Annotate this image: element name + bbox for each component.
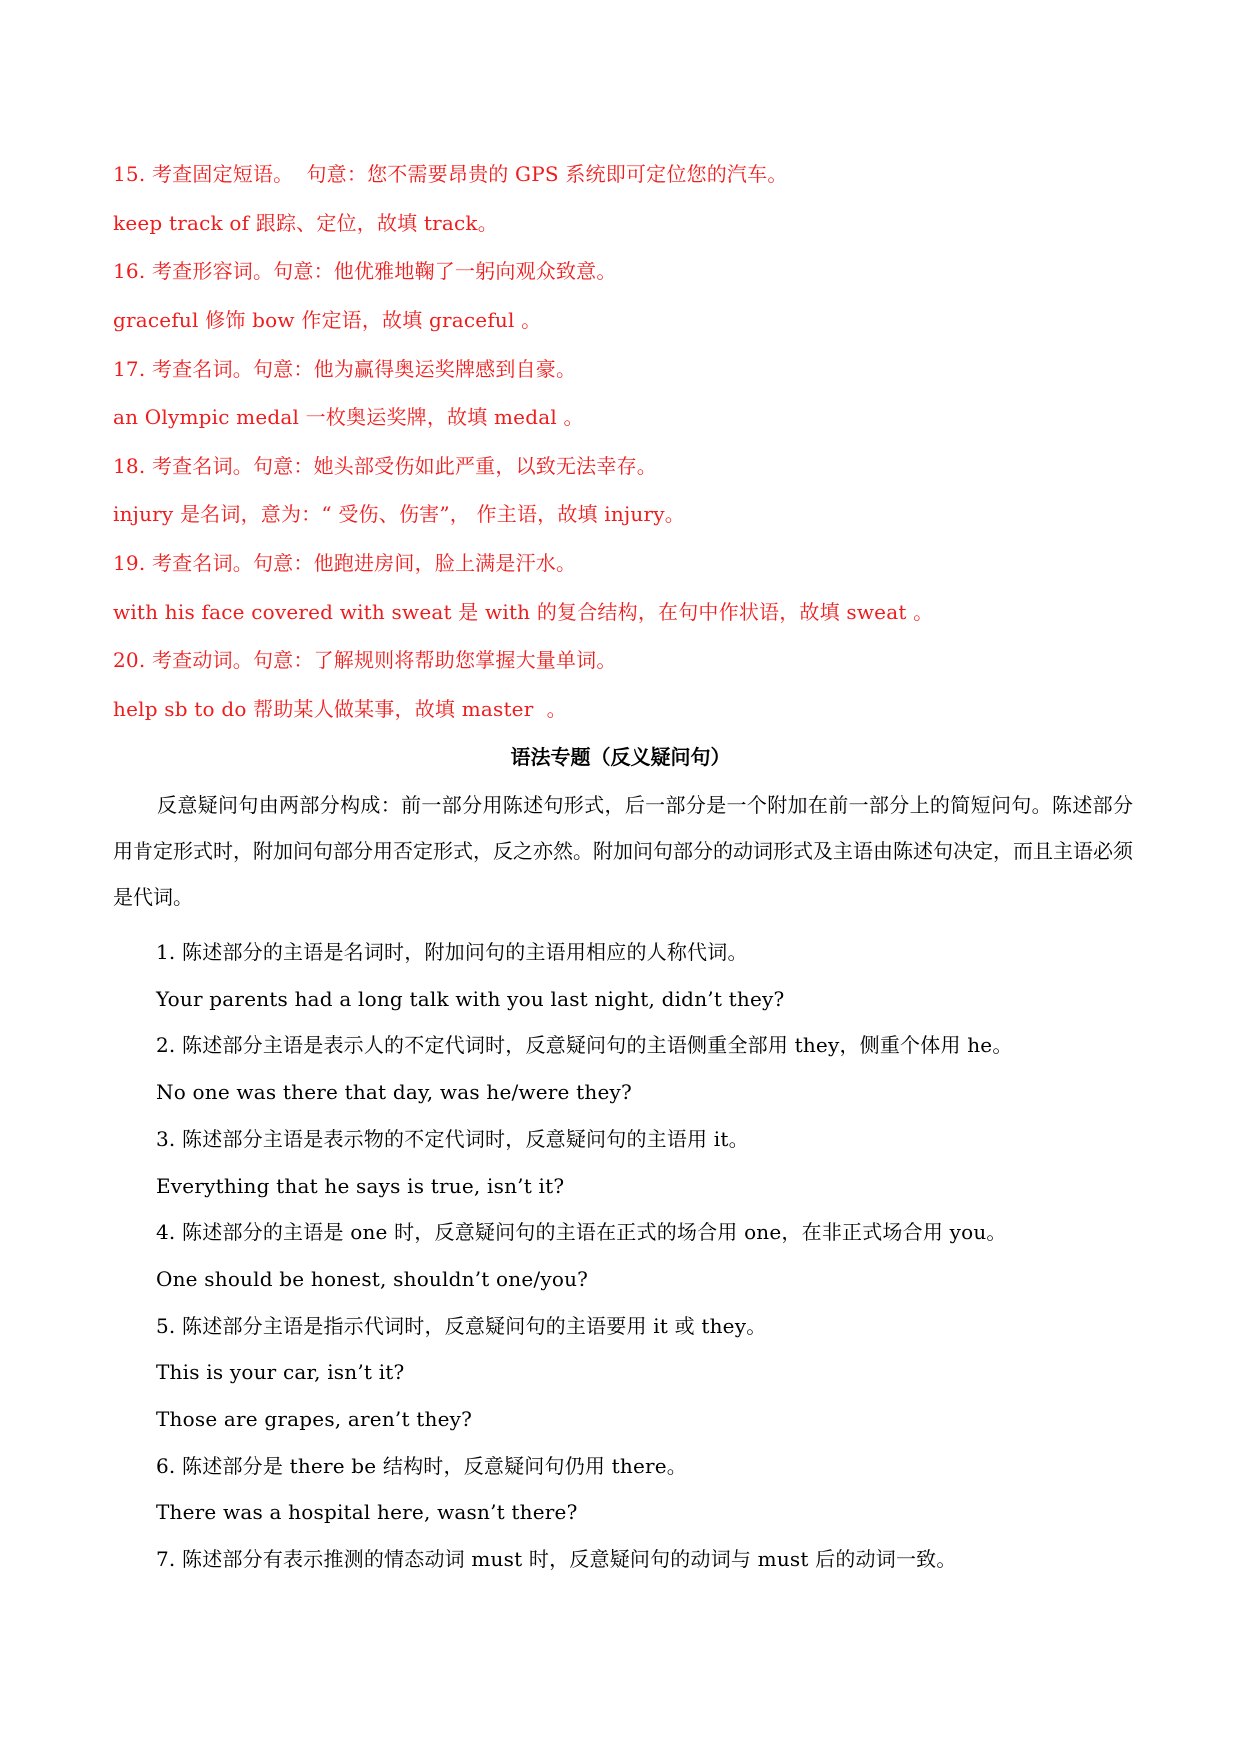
rule-4: 4. 陈述部分的主语是 one 时，反意疑问句的主语在正式的场合用 one，在非正式场合用 you。 [156, 1220, 1007, 1244]
answer-15-explanation: keep track of 跟踪、定位，故填 track。 [113, 211, 498, 235]
section-title: 语法专题（反义疑问句） [510, 745, 731, 769]
answer-17-heading: 17. 考查名词。句意：他为赢得奥运奖牌感到自豪。 [113, 357, 577, 381]
rule-5-example-2: Those are grapes, aren’t they? [156, 1407, 473, 1431]
rule-3: 3. 陈述部分主语是表示物的不定代词时，反意疑问句的主语用 it。 [156, 1127, 749, 1151]
answer-15-heading: 15. 考查固定短语。 句意：您不需要昂贵的 GPS 系统即可定位您的汽车。 [113, 162, 788, 186]
answer-20-heading: 20. 考查动词。句意：了解规则将帮助您掌握大量单词。 [113, 648, 617, 672]
answer-16-heading: 16. 考查形容词。句意：他优雅地鞠了一躬向观众致意。 [113, 259, 617, 283]
rule-4-example: One should be honest, shouldn’t one/you? [156, 1267, 589, 1291]
answer-18-heading: 18. 考查名词。句意：她头部受伤如此严重，以致无法幸存。 [113, 454, 657, 478]
rule-6-example: There was a hospital here, wasn’t there? [156, 1500, 578, 1524]
rule-2: 2. 陈述部分主语是表示人的不定代词时，反意疑问句的主语侧重全部用 they，侧重个体用 he。 [156, 1033, 1013, 1057]
answer-17-explanation: an Olympic medal 一枚奥运奖牌，故填 medal 。 [113, 405, 584, 429]
rule-5: 5. 陈述部分主语是指示代词时，反意疑问句的主语要用 it 或 they。 [156, 1314, 767, 1338]
answer-19-heading: 19. 考查名词。句意：他跑进房间，脸上满是汗水。 [113, 551, 577, 575]
rule-3-example: Everything that he says is true, isn’t it? [156, 1174, 565, 1198]
rule-7: 7. 陈述部分有表示推测的情态动词 must 时，反意疑问句的动词与 must 后的动词一致。 [156, 1547, 957, 1571]
answer-20-explanation: help sb to do 帮助某人做某事，故填 master 。 [113, 697, 567, 721]
intro-paragraph: 反意疑问句由两部分构成：前一部分用陈述句形式，后一部分是一个附加在前一部分上的简短问句。陈述部分用肯定形式时，附加问句部分用否定形式，反之亦然。附加问句部分的动词形式及主语由陈述句决定，而且主语必须是代词。 [113, 793, 1133, 909]
rule-1: 1. 陈述部分的主语是名词时，附加问句的主语用相应的人称代词。 [156, 940, 748, 964]
answer-19-explanation: with his face covered with sweat 是 with 的复合结构，在句中作状语，故填 sweat 。 [113, 600, 934, 624]
rule-5-example-1: This is your car, isn’t it? [156, 1360, 405, 1384]
answer-18-explanation: injury 是名词，意为：“ 受伤、伤害”， 作主语，故填 injury。 [113, 502, 685, 526]
answer-16-explanation: graceful 修饰 bow 作定语，故填 graceful 。 [113, 308, 542, 332]
rule-6: 6. 陈述部分是 there be 结构时，反意疑问句仍用 there。 [156, 1454, 688, 1478]
rule-2-example: No one was there that day, was he/were they? [156, 1080, 632, 1104]
rule-1-example: Your parents had a long talk with you last night, didn’t they? [156, 987, 785, 1011]
